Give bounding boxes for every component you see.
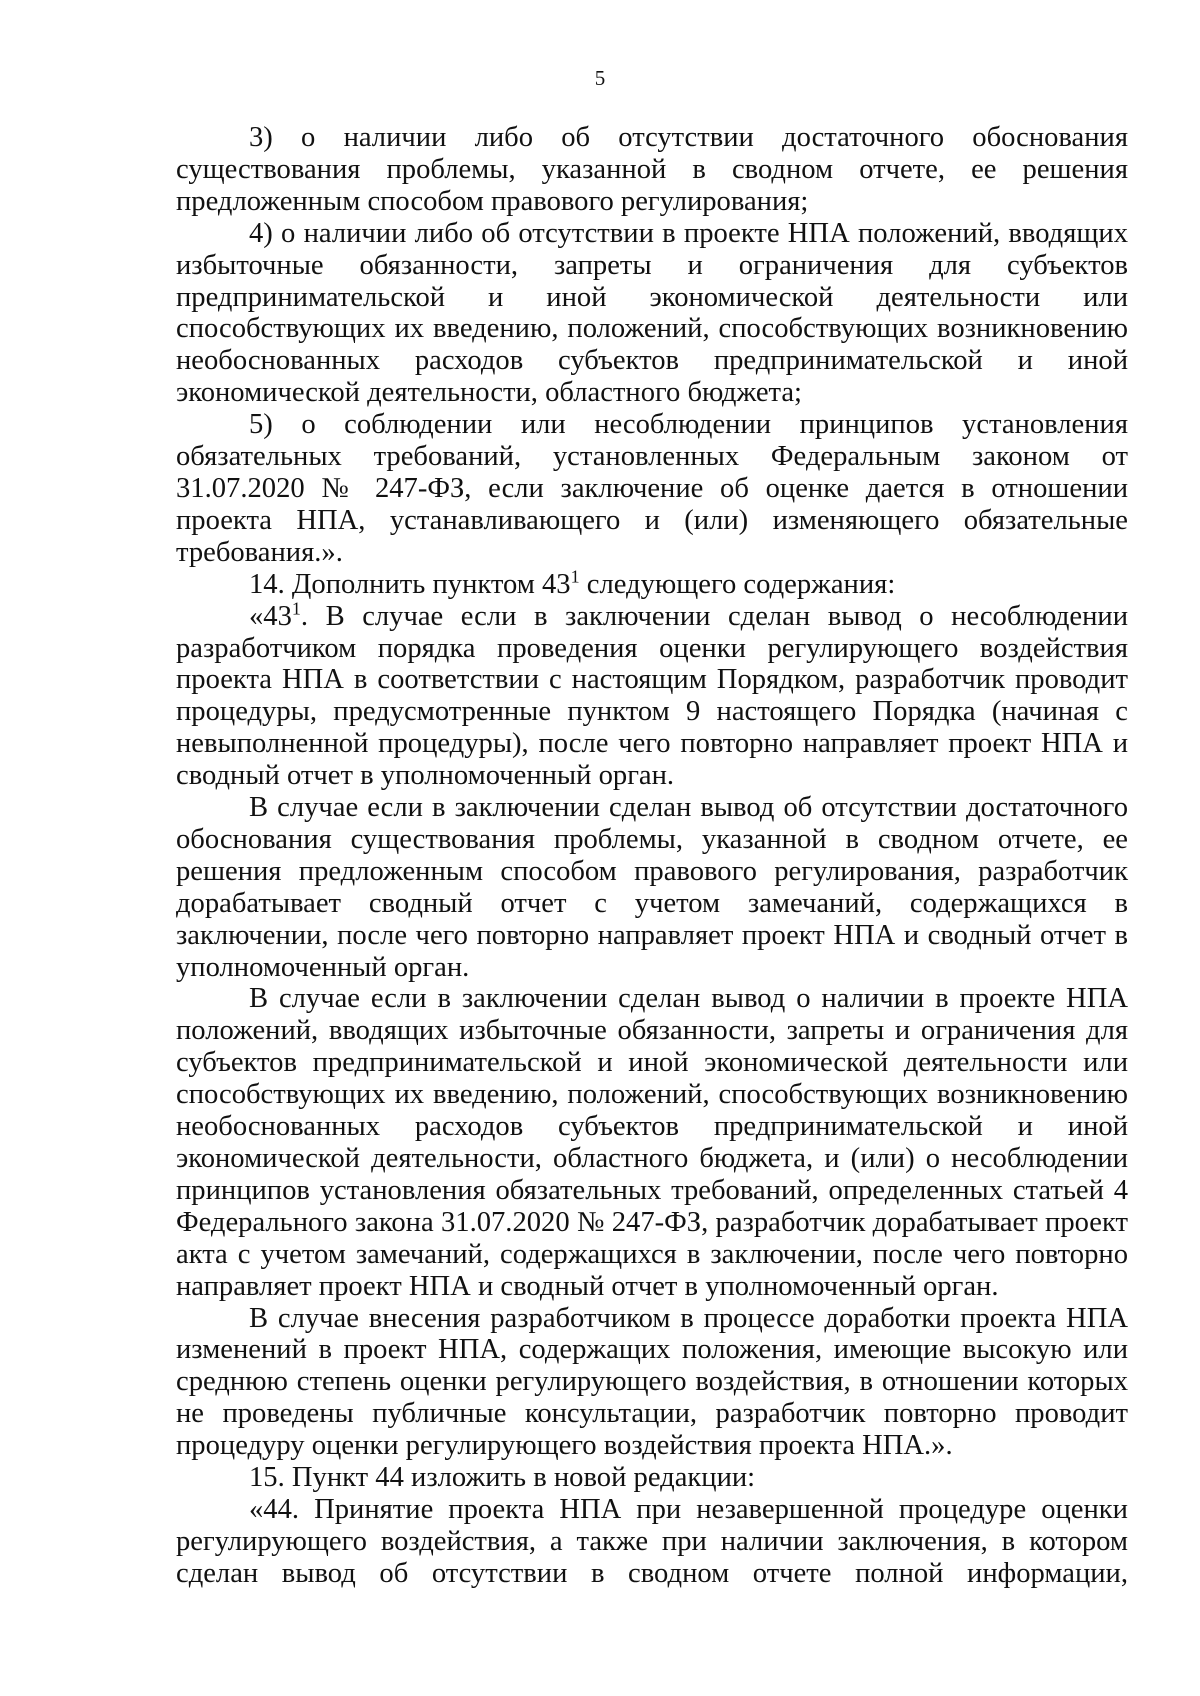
clause-14-text: 14. Дополнить пунктом 43 (249, 568, 571, 600)
paragraph-clause-14 (176, 566, 1128, 601)
paragraph-amendments: В случае внесения разработчиком в процессе доработки проекта НПА изменений в проект НПА, содержащих положения, имеющие высокую или среднюю степень оценки регулирующего воздействия, в отношении которых не проведены публичные консультации, разработчик повторно проводит процедуру оценки регулирующего воздействия проекта НПА.». (176, 1302, 1128, 1462)
paragraph-point-44: «44. Принятие проекта НПА при незавершенной процедуре оценки регулирующего воздействия, а также при наличии заключения, в котором сделан вывод об отсутствии в сводном отчете полной информации, (176, 1493, 1128, 1589)
paragraph-item-4: 4) о наличии либо об отсутствии в проекте НПА положений, вводящих избыточные обязанности, запреты и ограничения для субъектов предпринимательской и иной экономической деятельности или способствующих их введению, положений, способствующих возникновению необоснованных расходов субъектов предпринимательской и иной экономической деятельности, областного бюджета; (176, 217, 1128, 409)
paragraph-point-43-1 (176, 598, 1128, 792)
paragraph-no-justification: В случае если в заключении сделан вывод об отсутствии достаточного обоснования существования проблемы, указанной в сводном отчете, ее решения предложенным способом правового регулирования, разработчик дорабатывает сводный отчет с учетом замечаний, содержащихся в заключении, после чего повторно направляет проект НПА и сводный отчет в уполномоченный орган. (176, 792, 1128, 983)
paragraph-item-3: 3) о наличии либо об отсутствии достаточного обоснования существования проблемы, указанной в сводном отчете, ее решения предложенным способом правового регулирования; (176, 122, 1128, 217)
paragraph-clause-15: 15. Пункт 44 изложить в новой редакции: (249, 1462, 756, 1494)
document-body (176, 122, 1128, 1590)
paragraph-excessive-obligations: В случае если в заключении сделан вывод о наличии в проекте НПА положений, вводящих избыточные обязанности, запреты и ограничения для субъектов предпринимательской и иной экономической деятельности или способствующих их введению, положений, способствующих возникновению необоснованных расходов субъектов предпринимательской и иной экономической деятельности, областного бюджета, и (или) о несоблюдении принципов установления обязательных требований, определенных статьей 4 Федерального закона 31.07.2020 № 247-ФЗ, разработчик дорабатывает проект акта с учетом замечаний, содержащихся в заключении, после чего повторно направляет проект НПА и сводный отчет в уполномоченный орган. (176, 983, 1128, 1302)
paragraph-item-5: 5) о соблюдении или несоблюдении принципов установления обязательных требований, установленных Федеральным законом от 31.07.2020 № 247-ФЗ, если заключение об оценке дается в отношении проекта НПА, устанавливающего и (или) изменяющего обязательные требования.». (176, 409, 1128, 568)
superscript-index: 1 (291, 598, 301, 619)
clause-14-text-end: следующего содержания: (579, 568, 896, 600)
point-43-1-start: «43 (249, 600, 292, 632)
point-43-1-text: . В случае если в заключении сделан вывод о несоблюдении разработчиком порядка проведения оценки регулирующего воздействия проекта НПА в соответствии с настоящим Порядком, разработчик проводит процедуры, предусмотренные пунктом 9 настоящего Порядка (начиная с невыполненной процедуры), после чего повторно направляет проект НПА и сводный отчет в уполномоченный орган. (176, 600, 1128, 792)
superscript-index: 1 (570, 566, 580, 587)
page-number: 5 (594, 66, 606, 90)
